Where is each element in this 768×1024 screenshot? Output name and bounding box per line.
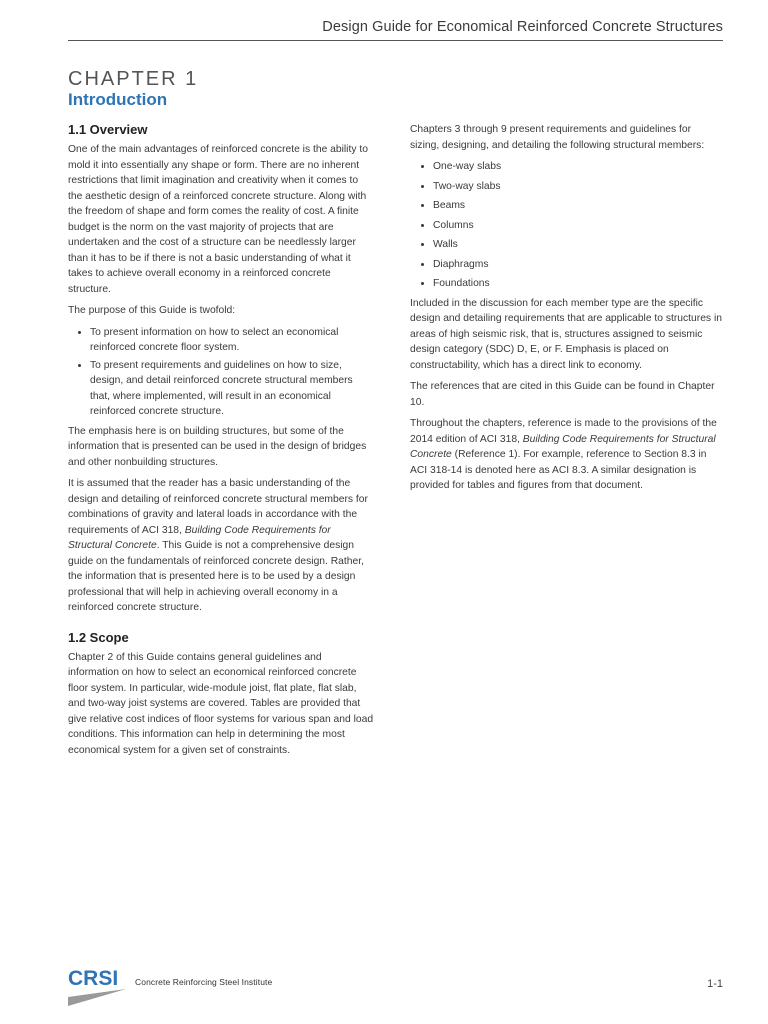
overview-paragraph-3: The emphasis here is on building structures, but some of the information that is presented can be used in the design of bridges and other nonbuilding structures.: [68, 425, 367, 468]
members-list-item: • Beams: [433, 198, 722, 214]
running-header: Design Guide for Economical Reinforced Concrete Structures: [322, 19, 723, 35]
right-paragraph-3: The references that are cited in this Guide can be found in Chapter 10.: [410, 381, 715, 408]
crsi-logo-text: CRSI: [68, 967, 119, 990]
overview-p4-text-a: It is assumed that the reader has a basic understanding of the design and detailing of reinforced concrete structural members for combinations of gravity and lateral loads in accordance with the requirements of ACI 318,: [68, 478, 368, 536]
crsi-logo: [68, 966, 130, 1006]
right-p4-text-b: (Reference 1). For example, reference to Section 8.3 in ACI 318-14 is denoted here as ACI 8.3. A similar designation is provided for tables and figures from that document.: [410, 449, 707, 491]
members-list-item: • Two-way slabs: [433, 179, 722, 195]
members-list-item: • Diaphragms: [433, 257, 722, 273]
overview-paragraph-1: One of the main advantages of reinforced concrete is the ability to mold it into essentially any shape or form. There are no inherent restrictions that limit imagination and creativity when it comes to the aesthetic design of a reinforced concrete structure. Along with the freedom of shape and form comes the reality of cost. A finite budget is the norm on the vast majority of projects that are undertaken and the cost of a structure can be needlessly larger than it has to be if there is not a basic understanding of what it takes to achieve overall economy in a reinforced concrete structure.: [68, 144, 368, 295]
left-column: [68, 122, 374, 764]
overview-paragraph-2: The purpose of this Guide is twofold:: [68, 305, 236, 316]
purpose-item: • To present information on how to select an economical reinforced concrete floor system.: [90, 325, 374, 356]
members-list-item: • Foundations: [433, 276, 722, 292]
right-column: [410, 122, 722, 500]
scope-paragraph-1: Chapter 2 of this Guide contains general guidelines and information on how to select an economical reinforced concrete floor system. In particular, wide-module joist, flat plate, flat slab, and two-way joist systems are covered. Tables are provided that give relative cost indices of floor systems for various span and load conditions. This information can help in determining the most economical system for a given set of constraints.: [68, 651, 374, 756]
members-list-item: • One-way slabs: [433, 159, 722, 175]
page-number: 1-1: [707, 978, 723, 990]
header-rule: [68, 40, 723, 41]
members-list: [410, 159, 722, 292]
purpose-list: [68, 325, 374, 420]
scope-heading: 1.2 Scope: [68, 629, 129, 645]
members-list-item: • Walls: [433, 237, 722, 253]
right-p4-text-a: Throughout the chapters, reference is made to the provisions of the 2014 edition of ACI 318,: [410, 418, 717, 445]
right-paragraph-2: Included in the discussion for each member type are the specific design and detailing requirements that are applicable to structures in areas of high seismic risk, that is, structures assigned to seismic design category (SDC) D, E, or F. Emphasis is placed on constructability, which has a direct link to economy.: [410, 297, 722, 371]
overview-p4-citation: Building Code Requirements for Structural Concrete: [68, 524, 331, 551]
chapter-title: Introduction: [68, 90, 168, 109]
right-paragraph-4: [410, 416, 722, 494]
right-paragraph-1: Chapters 3 through 9 present requirements and guidelines for sizing, designing, and detailing the following structural members:: [410, 124, 705, 151]
overview-paragraph-4: [68, 476, 374, 616]
members-list-item: • Columns: [433, 218, 722, 234]
footer-org-name: Concrete Reinforcing Steel Institute: [135, 977, 273, 987]
purpose-item: • To present requirements and guidelines on how to size, design, and detail reinforced concrete structural members that, where implemented, will result in an economical reinforced concrete structure.: [90, 358, 374, 420]
right-p4-citation: Building Code Requirements for Structural Concrete: [410, 433, 716, 460]
chapter-label: CHAPTER 1: [68, 68, 199, 90]
crsi-logo-swoosh: [68, 989, 126, 1006]
overview-p4-text-b: . This Guide is not a comprehensive design guide on the fundamentals of reinforced concrete design. Rather, the information that is presented here is to be used by a design professional that will help in achieving overall economy in a reinforced concrete structure.: [68, 540, 364, 613]
overview-heading: 1.1 Overview: [68, 122, 148, 137]
